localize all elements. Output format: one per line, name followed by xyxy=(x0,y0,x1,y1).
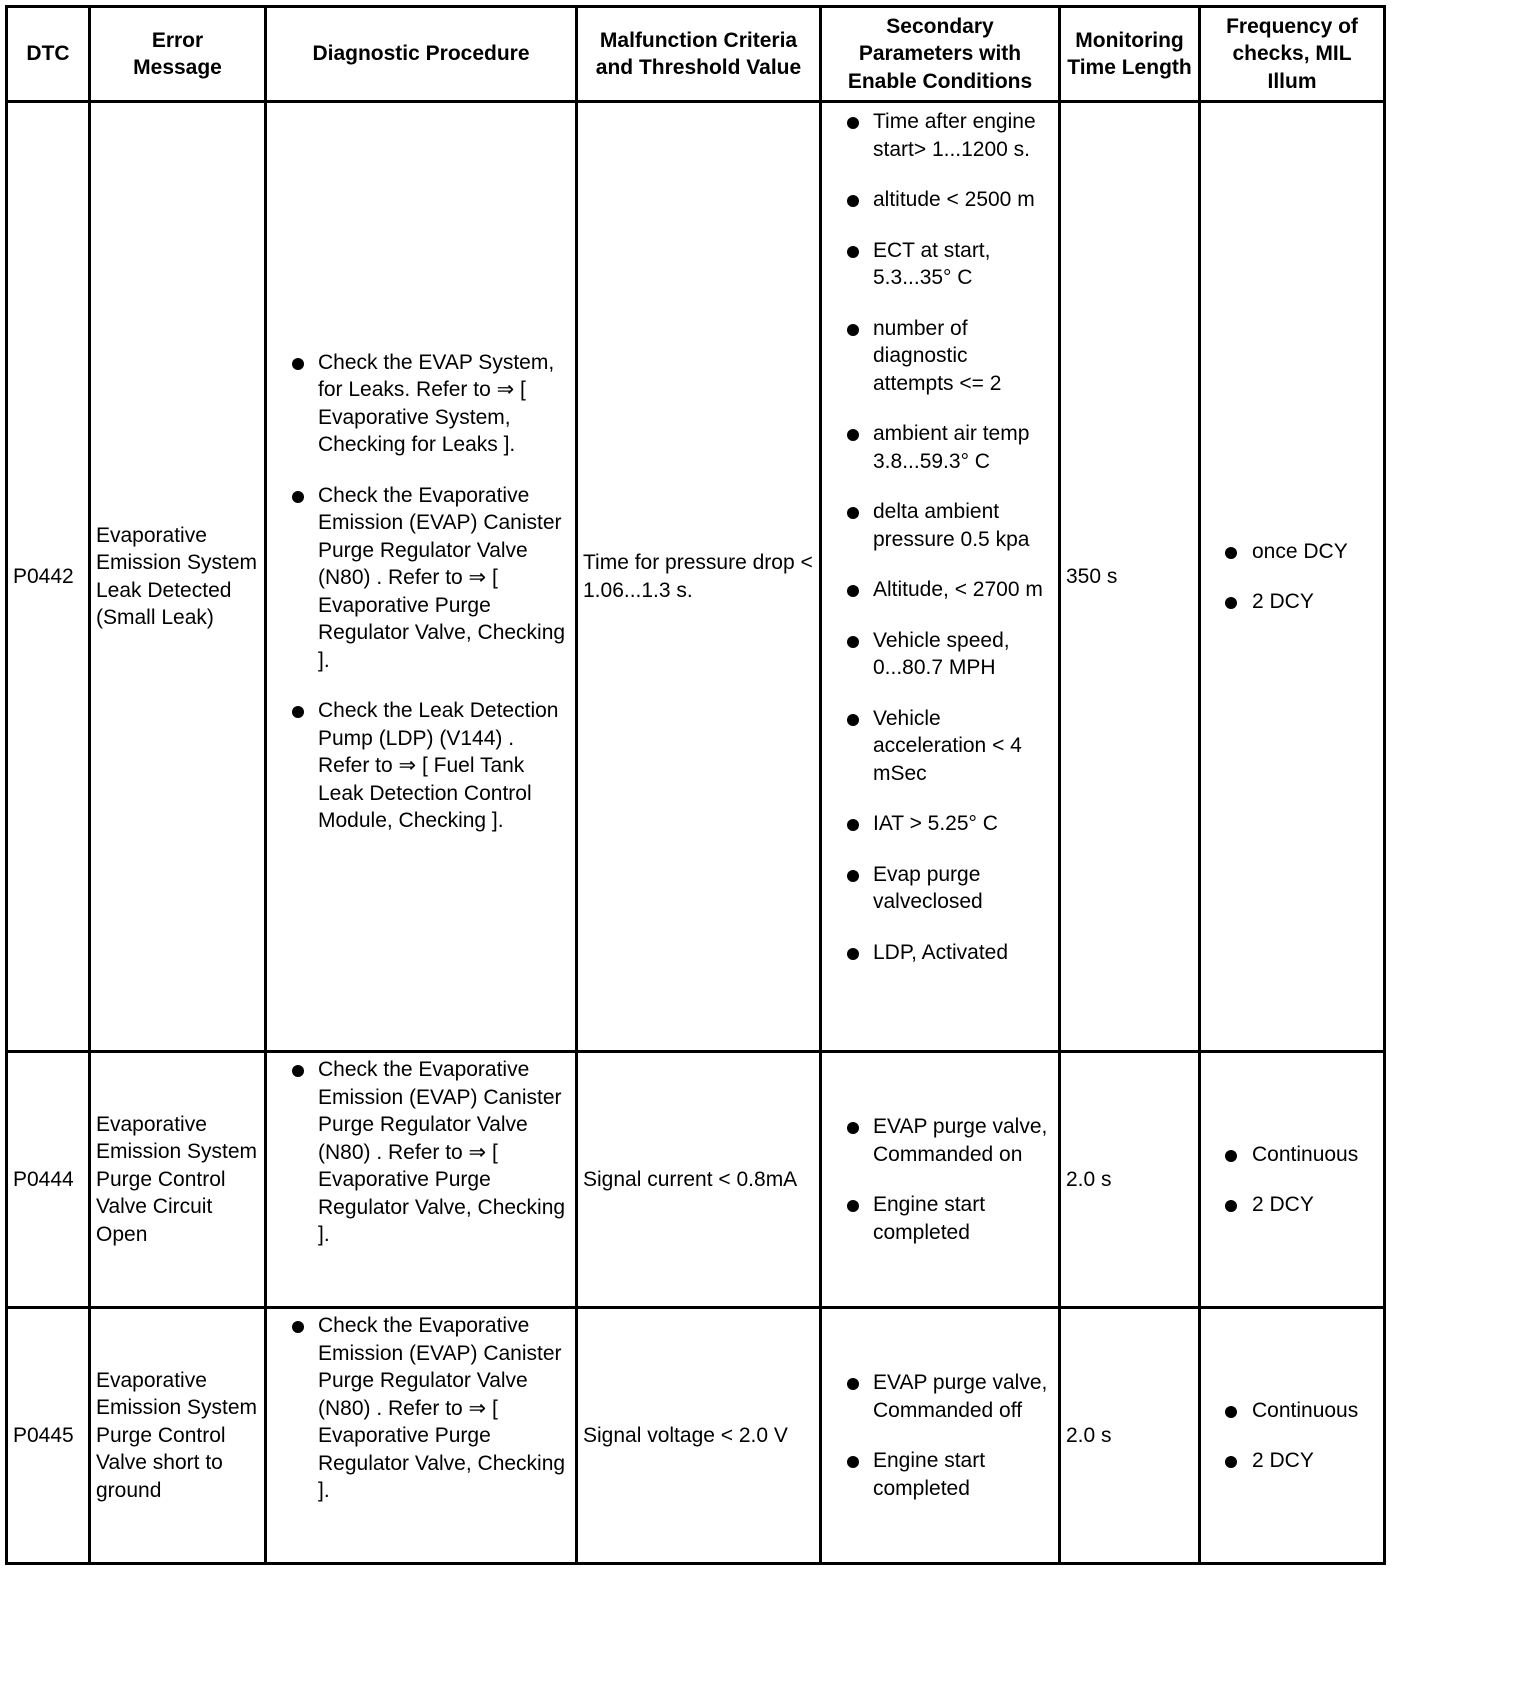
secondary-item: EVAP purge valve, Commanded on xyxy=(827,1113,1053,1168)
secondary-list xyxy=(827,108,1053,966)
frequency xyxy=(1200,102,1385,1052)
header-monitoring-time: Monitoring Time Length xyxy=(1060,7,1200,102)
secondary-item: altitude < 2500 m xyxy=(827,186,1053,214)
dtc-code: P0442 xyxy=(7,102,90,1052)
header-error-message: Error Message xyxy=(90,7,266,102)
secondary-item: EVAP purge valve, Commanded off xyxy=(827,1369,1053,1424)
procedure-item: Check the Evaporative Emission (EVAP) Canister Purge Regulator Valve (N80) . Refer to ⇒ [ Evaporative Purge Regulator Valve, Checking ]. xyxy=(272,1312,570,1505)
secondary-list xyxy=(827,1113,1053,1246)
procedure-item: Check the Evaporative Emission (EVAP) Canister Purge Regulator Valve (N80) . Refer to ⇒ [ Evaporative Purge Regulator Valve, Checking ]. xyxy=(272,1056,570,1249)
frequency-item: 2 DCY xyxy=(1206,1191,1378,1219)
procedure-item: Check the Evaporative Emission (EVAP) Canister Purge Regulator Valve (N80) . Refer to ⇒ [ Evaporative Purge Regulator Valve, Checking ]. xyxy=(272,482,570,675)
error-message: Evaporative Emission System Purge Control Valve short to ground xyxy=(90,1308,266,1564)
header-diagnostic-procedure: Diagnostic Procedure xyxy=(266,7,577,102)
table-row xyxy=(7,1052,1385,1308)
secondary-item: ECT at start, 5.3...35° C xyxy=(827,237,1053,292)
monitoring-time: 2.0 s xyxy=(1060,1052,1200,1308)
frequency-list xyxy=(1206,538,1378,616)
frequency-list xyxy=(1206,1141,1378,1219)
frequency-item: Continuous xyxy=(1206,1141,1378,1169)
secondary-parameters xyxy=(821,1308,1060,1564)
dtc-code: P0445 xyxy=(7,1308,90,1564)
procedure-list xyxy=(272,349,570,835)
frequency-item: once DCY xyxy=(1206,538,1378,566)
secondary-item: Engine start completed xyxy=(827,1191,1053,1246)
dtc-table xyxy=(5,5,1386,1565)
malfunction-criteria: Time for pressure drop < 1.06...1.3 s. xyxy=(577,102,821,1052)
procedure-item: Check the EVAP System, for Leaks. Refer to ⇒ [ Evaporative System, Checking for Leaks ]. xyxy=(272,349,570,459)
diagnostic-procedure xyxy=(266,1052,577,1308)
secondary-parameters xyxy=(821,102,1060,1052)
procedure-item: Check the Leak Detection Pump (LDP) (V144) . Refer to ⇒ [ Fuel Tank Leak Detection Control Module, Checking ]. xyxy=(272,697,570,835)
procedure-list xyxy=(272,1056,570,1249)
secondary-parameters xyxy=(821,1052,1060,1308)
frequency-item: 2 DCY xyxy=(1206,1447,1378,1475)
secondary-item: Time after engine start> 1...1200 s. xyxy=(827,108,1053,163)
secondary-list xyxy=(827,1369,1053,1502)
secondary-item: Vehicle speed, 0...80.7 MPH xyxy=(827,627,1053,682)
header-dtc: DTC xyxy=(7,7,90,102)
frequency-list xyxy=(1206,1397,1378,1475)
monitoring-time: 2.0 s xyxy=(1060,1308,1200,1564)
header-secondary-parameters: Secondary Parameters with Enable Conditions xyxy=(821,7,1060,102)
header-frequency: Frequency of checks, MIL Illum xyxy=(1200,7,1385,102)
frequency xyxy=(1200,1308,1385,1564)
secondary-item: LDP, Activated xyxy=(827,939,1053,967)
procedure-list xyxy=(272,1312,570,1505)
dtc-code: P0444 xyxy=(7,1052,90,1308)
secondary-item: IAT > 5.25° C xyxy=(827,810,1053,838)
secondary-item: Engine start completed xyxy=(827,1447,1053,1502)
error-message: Evaporative Emission System Purge Control Valve Circuit Open xyxy=(90,1052,266,1308)
diagnostic-procedure xyxy=(266,1308,577,1564)
monitoring-time: 350 s xyxy=(1060,102,1200,1052)
frequency-item: 2 DCY xyxy=(1206,588,1378,616)
secondary-item: Vehicle acceleration < 4 mSec xyxy=(827,705,1053,788)
malfunction-criteria: Signal current < 0.8mA xyxy=(577,1052,821,1308)
secondary-item: Evap purge valveclosed xyxy=(827,861,1053,916)
table-row xyxy=(7,102,1385,1052)
secondary-item: number of diagnostic attempts <= 2 xyxy=(827,315,1053,398)
diagnostic-procedure xyxy=(266,102,577,1052)
secondary-item: Altitude, < 2700 m xyxy=(827,576,1053,604)
error-message: Evaporative Emission System Leak Detected (Small Leak) xyxy=(90,102,266,1052)
table-row xyxy=(7,1308,1385,1564)
frequency-item: Continuous xyxy=(1206,1397,1378,1425)
secondary-item: delta ambient pressure 0.5 kpa xyxy=(827,498,1053,553)
header-malfunction-criteria: Malfunction Criteria and Threshold Value xyxy=(577,7,821,102)
header-row xyxy=(7,7,1385,102)
frequency xyxy=(1200,1052,1385,1308)
malfunction-criteria: Signal voltage < 2.0 V xyxy=(577,1308,821,1564)
secondary-item: ambient air temp 3.8...59.3° C xyxy=(827,420,1053,475)
